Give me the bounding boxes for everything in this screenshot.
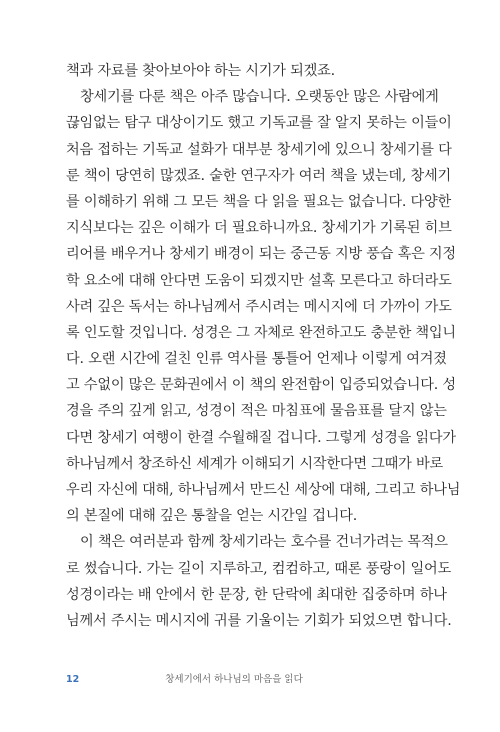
text-line: 다면 창세기 여행이 한결 수월해질 겁니다. 그렇게 성경을 읽다가 xyxy=(66,429,456,446)
text-line: 학 요소에 대해 안다면 도움이 되겠지만 설혹 모른다고 하더라도 xyxy=(66,272,452,289)
page-footer xyxy=(66,672,402,688)
paragraph-start-line: 이 책은 여러분과 함께 창세기라는 호수를 건너가려는 목적으 xyxy=(80,534,448,551)
text-line: 를 이해하기 위해 그 모든 책을 다 읽을 필요는 없습니다. 다양한 xyxy=(66,193,452,210)
running-title: 창세기에서 하나님의 마음을 읽다 xyxy=(165,674,303,685)
text-line: 룬 책이 당연히 많겠죠. 숱한 연구자가 여러 책을 냈는데, 창세기 xyxy=(66,167,452,184)
text-line: 성경이라는 배 안에서 한 문장, 한 단락에 최대한 집중하며 하나 xyxy=(66,586,447,603)
text-line: 의 본질에 대해 깊은 통찰을 얻는 시간일 겁니다. xyxy=(66,508,358,525)
text-line: 처음 접하는 기독교 설화가 대부분 창세기에 있으니 창세기를 다 xyxy=(66,141,452,158)
text-line: 님께서 주시는 메시지에 귀를 기울이는 기회가 되었으면 합니다. xyxy=(66,612,452,629)
paragraph-start-line: 창세기를 다룬 책은 아주 많습니다. 오랫동안 많은 사람에게 xyxy=(80,89,439,106)
text-line: 사려 깊은 독서는 하나님께서 주시려는 메시지에 더 가까이 가도 xyxy=(66,298,452,315)
text-line: 끊임없는 탐구 대상이기도 했고 기독교를 잘 알지 못하는 이들이 xyxy=(66,115,452,132)
text-line: 리어를 배우거나 창세기 배경이 되는 중근동 지방 풍습 혹은 지정 xyxy=(66,246,456,263)
text-line: 우리 자신에 대해, 하나님께서 만드신 세상에 대해, 그리고 하나님 xyxy=(66,482,461,498)
text-line: 지식보다는 깊은 이해가 더 필요하니까요. 창세기가 기록된 히브 xyxy=(66,220,452,237)
page-number: 12 xyxy=(66,674,80,685)
text-line: 하나님께서 창조하신 세계가 이해되기 시작한다면 그때가 바로 xyxy=(66,455,443,472)
text-line: 로 썼습니다. 가는 길이 지루하고, 컴컴하고, 때론 풍랑이 일어도 xyxy=(66,560,452,577)
body-text xyxy=(66,58,461,634)
text-line: 다. 오랜 시간에 걸친 인류 역사를 통틀어 언제나 이렇게 여겨졌 xyxy=(66,351,447,368)
text-line: 책과 자료를 찾아보아야 하는 시기가 되겠죠. xyxy=(66,63,335,79)
text-line: 고 수없이 많은 문화권에서 이 책의 완전함이 입증되었습니다. 성 xyxy=(66,377,456,394)
text-line: 록 인도할 것입니다. 성경은 그 자체로 완전하고도 충분한 책입니 xyxy=(66,324,456,341)
text-line: 경을 주의 깊게 읽고, 성경이 적은 마침표에 물음표를 달지 않는 xyxy=(66,403,447,420)
